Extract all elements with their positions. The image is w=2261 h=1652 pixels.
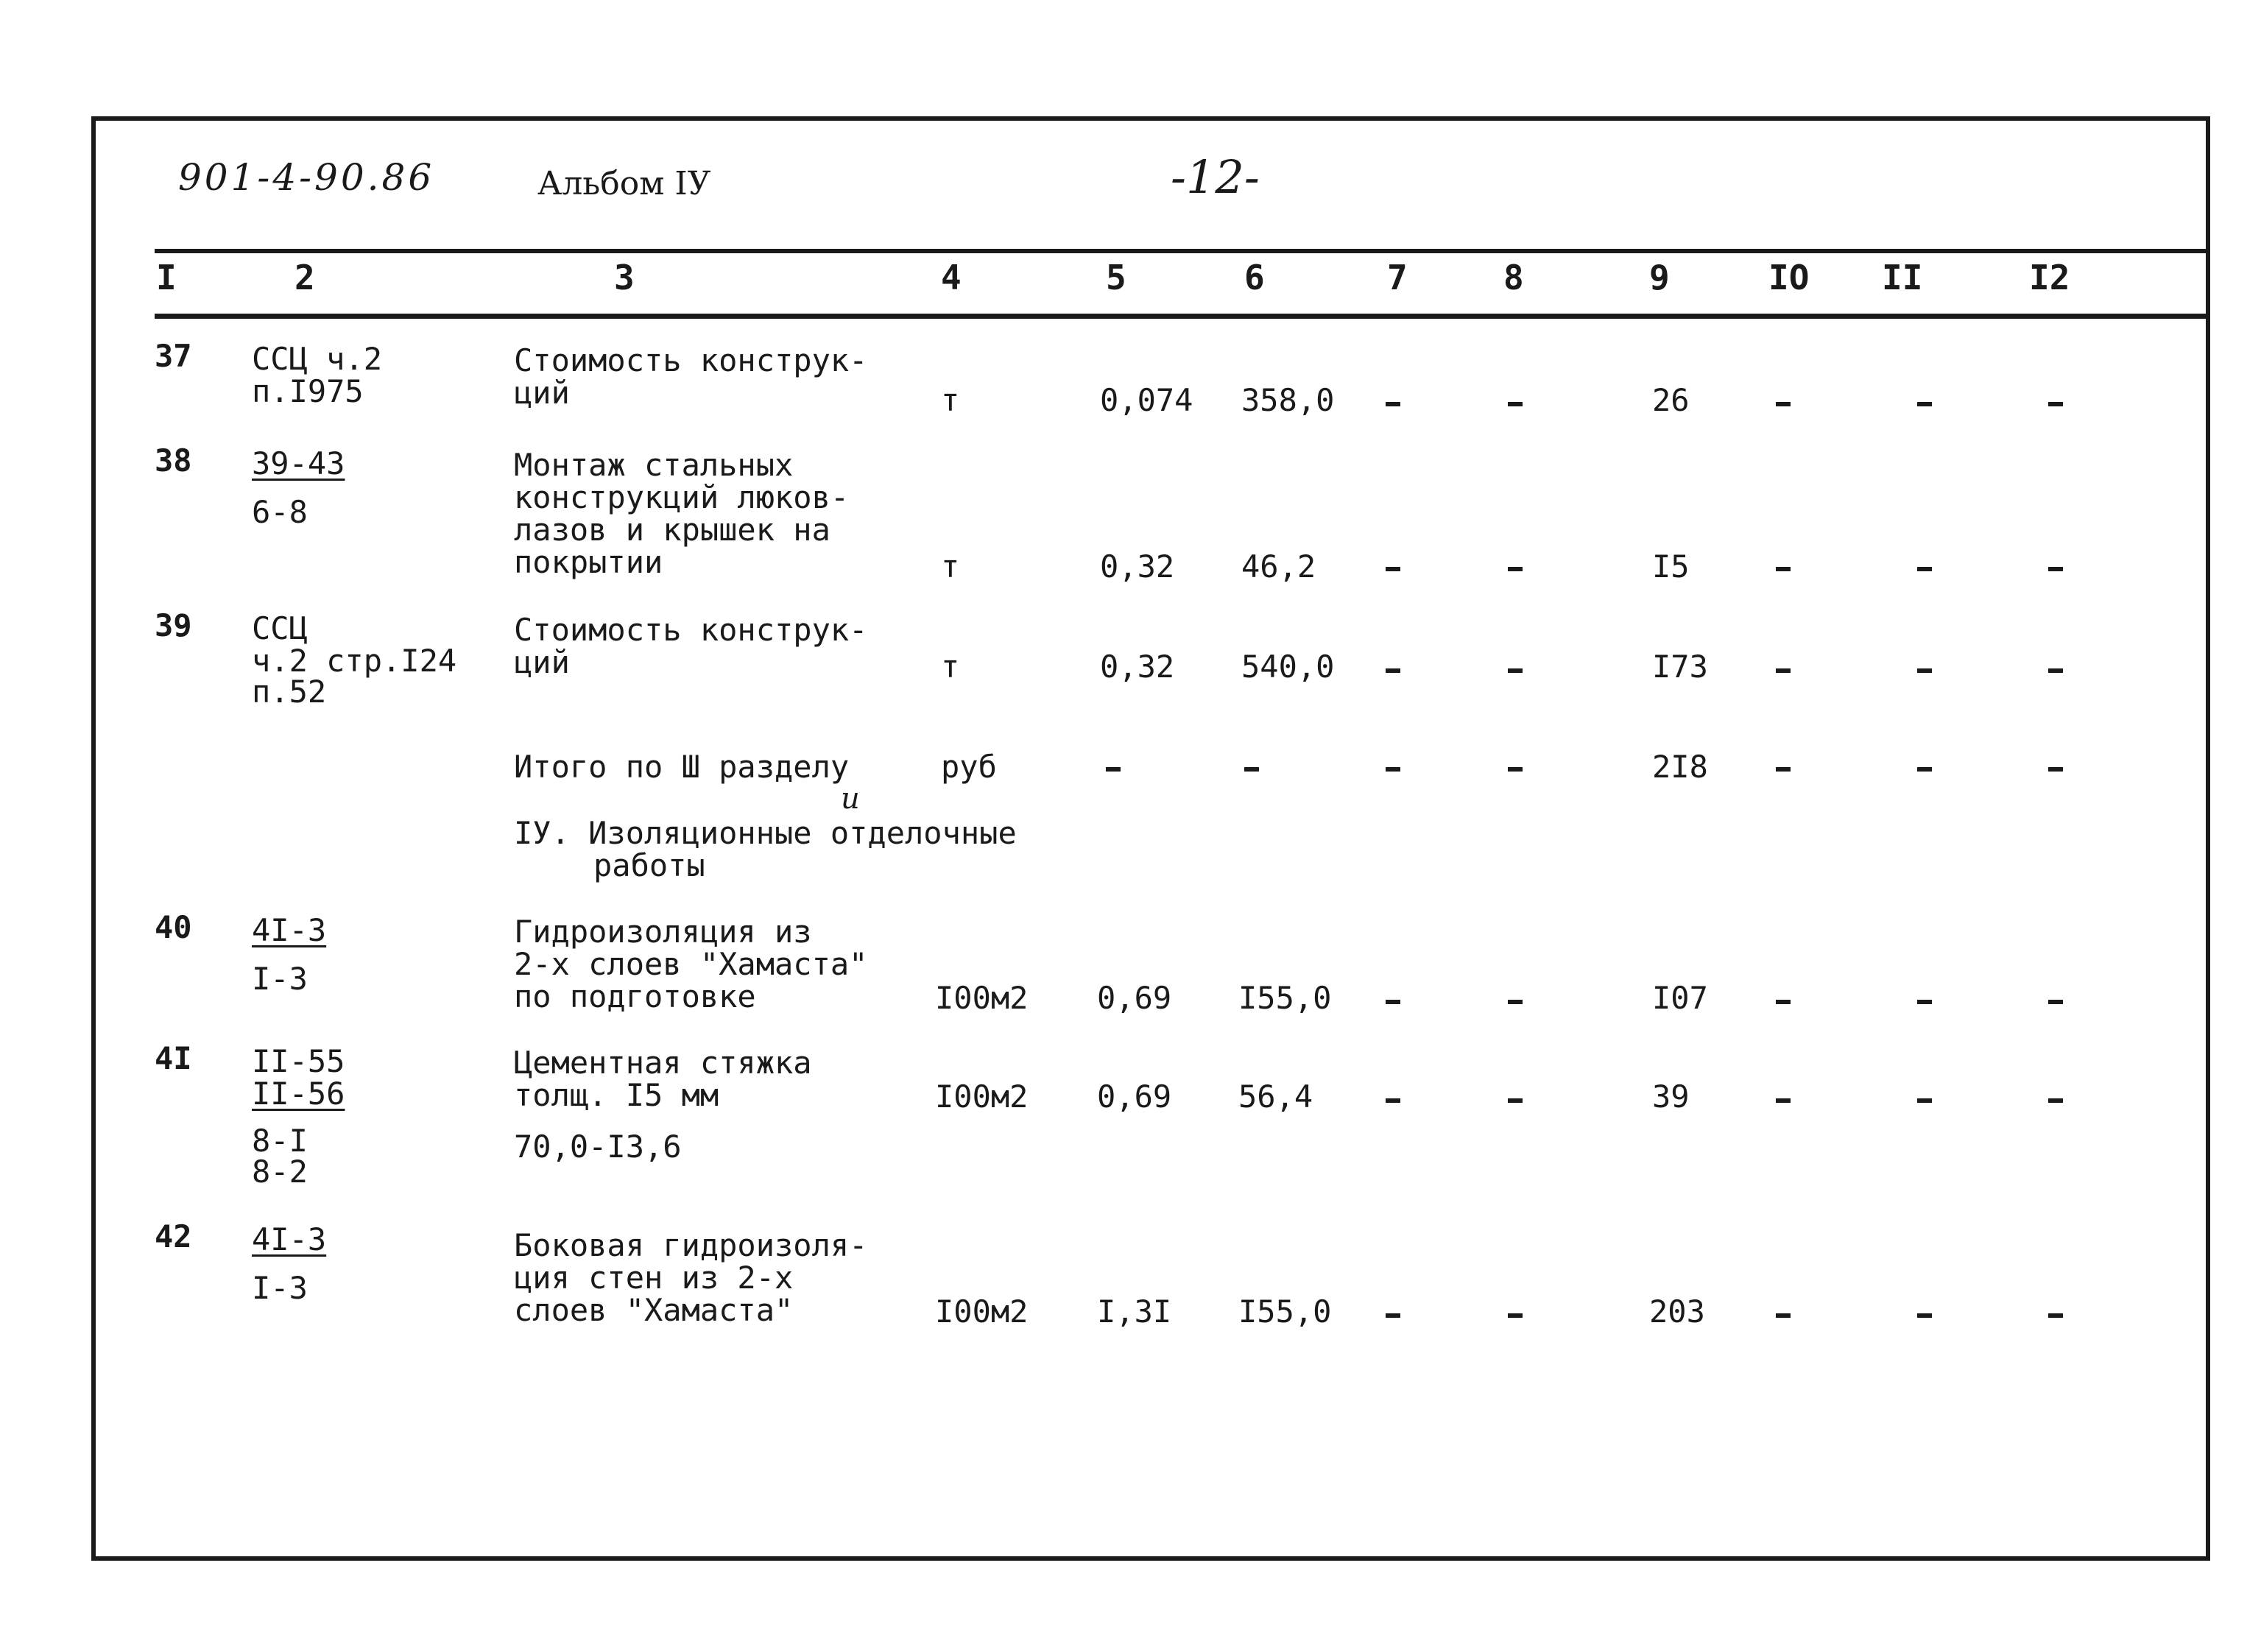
col-header-4: 4	[941, 258, 962, 297]
row-name: конструкций люков-	[514, 479, 850, 515]
col-header-1: I	[156, 258, 177, 297]
row-ref: 8-I	[252, 1123, 308, 1159]
row-col8-dash	[1508, 1000, 1523, 1004]
row-ref: ч.2 стр.I24	[252, 643, 457, 679]
row-col7-dash	[1386, 1098, 1400, 1103]
row-col12-dash	[2048, 402, 2063, 406]
row-qty: I,3I	[1097, 1293, 1172, 1330]
row-qty: 0,074	[1100, 382, 1193, 418]
row-col7-dash	[1386, 1313, 1400, 1318]
row-ref: п.I975	[252, 373, 364, 409]
document-sheet	[91, 116, 2210, 1561]
row-col12-dash	[2048, 668, 2063, 673]
row-total: I73	[1652, 649, 1708, 685]
row-col11-dash	[1917, 567, 1932, 571]
row-ref: 8-2	[252, 1154, 308, 1190]
col-header-12: I2	[2029, 258, 2070, 297]
row-col10-dash	[1776, 567, 1791, 571]
row-ref: II-56	[252, 1076, 345, 1112]
row-price: I55,0	[1238, 980, 1332, 1016]
col-header-10: IO	[1768, 258, 1810, 297]
row-col11-dash	[1917, 1313, 1932, 1318]
row-name: Цементная стяжка	[514, 1045, 812, 1081]
row-ref: ССЦ	[252, 610, 308, 646]
row-unit: I00м2	[935, 980, 1029, 1016]
row-name: Боковая гидроизоля-	[514, 1227, 868, 1263]
row-name: лазов и крышек на	[514, 512, 830, 548]
row-name: Монтаж стальных	[514, 447, 794, 483]
col-header-8: 8	[1503, 258, 1524, 297]
row-col10-dash	[1776, 1000, 1791, 1004]
document-code: 901-4-90.86	[178, 156, 435, 199]
row-ref: ССЦ ч.2	[252, 341, 383, 377]
row-ref: I-3	[252, 1270, 308, 1306]
row-unit: т	[941, 548, 960, 585]
row-ref: п.52	[252, 674, 327, 710]
row-total: 2I8	[1652, 749, 1708, 785]
row-name: ций	[514, 644, 570, 680]
row-unit: I00м2	[935, 1293, 1029, 1330]
row-ref: 6-8	[252, 494, 308, 530]
row-col7-dash	[1386, 767, 1400, 772]
col-header-11: II	[1882, 258, 1923, 297]
header-rule-top	[155, 249, 2206, 253]
row-total: 26	[1652, 382, 1690, 418]
row-col6-dash	[1244, 767, 1259, 772]
row-col10-dash	[1776, 767, 1791, 772]
row-name: толщ. I5 мм	[514, 1077, 719, 1113]
row-col7-dash	[1386, 668, 1400, 673]
row-unit: т	[941, 649, 960, 685]
row-col11-dash	[1917, 668, 1932, 673]
row-total: I5	[1652, 548, 1690, 585]
row-unit: I00м2	[935, 1079, 1029, 1115]
section-handwritten-insert: и	[841, 782, 860, 816]
row-name: Стоимость конструк-	[514, 342, 868, 378]
header-rule-bottom	[155, 314, 2206, 319]
row-col10-dash	[1776, 1098, 1791, 1103]
row-total: 203	[1649, 1293, 1705, 1330]
row-ref: 4I-3	[252, 1221, 327, 1257]
row-price: 46,2	[1241, 548, 1316, 585]
row-col11-dash	[1917, 1098, 1932, 1103]
row-col8-dash	[1508, 402, 1523, 406]
col-header-2: 2	[294, 258, 315, 297]
row-name: 70,0-I3,6	[514, 1129, 682, 1165]
row-number: 39	[155, 607, 192, 643]
row-unit: т	[941, 382, 960, 418]
album-label: Альбом IУ	[537, 165, 711, 202]
row-col8-dash	[1508, 567, 1523, 571]
row-total: I07	[1652, 980, 1708, 1016]
row-qty: 0,69	[1097, 1079, 1172, 1115]
row-name: Итого по Ш разделу	[514, 749, 850, 785]
row-col10-dash	[1776, 1313, 1791, 1318]
row-name: по подготовке	[514, 978, 756, 1014]
row-name: Стоимость конструк-	[514, 612, 868, 648]
row-name: Гидроизоляция из	[514, 914, 812, 950]
row-col8-dash	[1508, 1313, 1523, 1318]
row-ref: I-3	[252, 961, 308, 997]
row-price: 540,0	[1241, 649, 1335, 685]
row-col12-dash	[2048, 1098, 2063, 1103]
col-header-6: 6	[1244, 258, 1265, 297]
row-price: I55,0	[1238, 1293, 1332, 1330]
row-col11-dash	[1917, 767, 1932, 772]
row-qty: 0,32	[1100, 649, 1175, 685]
col-header-5: 5	[1106, 258, 1126, 297]
row-ref: II-55	[252, 1043, 345, 1079]
row-col8-dash	[1508, 1098, 1523, 1103]
row-col12-dash	[2048, 1313, 2063, 1318]
row-col10-dash	[1776, 402, 1791, 406]
row-col11-dash	[1917, 1000, 1932, 1004]
row-number: 37	[155, 338, 192, 374]
row-unit: руб	[941, 749, 997, 785]
row-number: 40	[155, 909, 192, 945]
row-col11-dash	[1917, 402, 1932, 406]
row-total: 39	[1652, 1079, 1690, 1115]
row-col12-dash	[2048, 567, 2063, 571]
row-qty: 0,32	[1100, 548, 1175, 585]
row-qty: 0,69	[1097, 980, 1172, 1016]
row-ref: 39-43	[252, 445, 345, 481]
col-header-9: 9	[1649, 258, 1670, 297]
row-col7-dash	[1386, 402, 1400, 406]
row-col12-dash	[2048, 1000, 2063, 1004]
row-name: ций	[514, 375, 570, 411]
section-title: IУ. Изоляционные отделочные	[514, 815, 1017, 851]
row-name: слоев "Хамаста"	[514, 1292, 794, 1328]
row-ref: 4I-3	[252, 912, 327, 948]
row-col8-dash	[1508, 668, 1523, 673]
row-number: 4I	[155, 1040, 192, 1076]
row-col7-dash	[1386, 1000, 1400, 1004]
section-title: работы	[593, 847, 705, 883]
row-col10-dash	[1776, 668, 1791, 673]
col-header-7: 7	[1387, 258, 1408, 297]
row-name: 2-х слоев "Хамаста"	[514, 946, 868, 982]
col-header-3: 3	[614, 258, 635, 297]
row-number: 38	[155, 442, 192, 479]
row-col5-dash	[1106, 767, 1121, 772]
row-name: покрытии	[514, 544, 663, 580]
row-col12-dash	[2048, 767, 2063, 772]
row-col8-dash	[1508, 767, 1523, 772]
page-number: -12-	[1171, 150, 1260, 204]
row-name: ция стен из 2-х	[514, 1260, 794, 1296]
row-price: 358,0	[1241, 382, 1335, 418]
row-number: 42	[155, 1218, 192, 1254]
row-price: 56,4	[1238, 1079, 1313, 1115]
row-col7-dash	[1386, 567, 1400, 571]
